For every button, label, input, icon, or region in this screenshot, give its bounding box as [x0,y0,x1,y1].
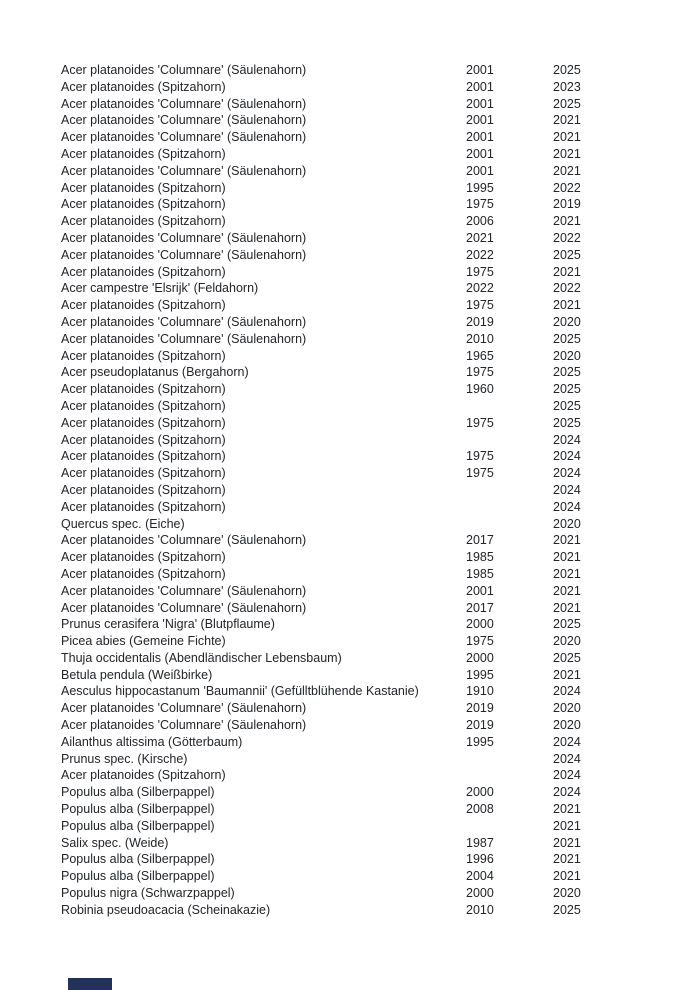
year-col-1: 1995 [466,734,494,749]
table-row [61,683,621,700]
species-name: Robinia pseudoacacia (Scheinakazie) [61,902,271,917]
table-row [61,767,621,784]
year-col-1: 2010 [466,331,494,346]
table-row [61,280,621,297]
year-col-1: 1995 [466,667,494,682]
species-name: Acer campestre 'Elsrijk' (Feldahorn) [61,281,259,296]
year-col-2: 2021 [553,146,581,161]
year-col-2: 2021 [553,835,581,850]
table-row [61,885,621,902]
year-col-2: 2025 [553,331,581,346]
year-col-2: 2021 [553,818,581,833]
table-row [61,751,621,768]
year-col-2: 2020 [553,516,581,531]
year-col-1: 1987 [466,835,494,850]
year-col-2: 2020 [553,634,581,649]
table-row [61,96,621,113]
table-row [61,146,621,163]
year-col-1: 1975 [466,449,494,464]
year-col-1: 1910 [466,684,494,699]
table-row [61,264,621,281]
year-col-1: 2001 [466,146,494,161]
year-col-2: 2024 [553,768,581,783]
table-row [61,734,621,751]
year-col-2: 2022 [553,180,581,195]
table-row [61,818,621,835]
species-name: Acer platanoides 'Columnare' (Säulenahorn) [61,331,307,346]
table-row [61,499,621,516]
year-col-2: 2021 [553,130,581,145]
year-col-1: 2022 [466,247,494,262]
table-row [61,314,621,331]
species-name: Acer platanoides (Spitzahorn) [61,466,226,481]
footer-bar [68,978,112,990]
table-row [61,398,621,415]
species-name: Ailanthus altissima (Götterbaum) [61,734,243,749]
year-col-2: 2021 [553,113,581,128]
year-col-1: 2000 [466,617,494,632]
species-name: Acer platanoides (Spitzahorn) [61,197,226,212]
year-col-2: 2021 [553,600,581,615]
year-col-1: 2001 [466,583,494,598]
year-col-1: 2008 [466,802,494,817]
table-row [61,163,621,180]
year-col-1: 1965 [466,348,494,363]
year-col-2: 2020 [553,886,581,901]
year-col-1: 2000 [466,785,494,800]
table-row [61,801,621,818]
year-col-2: 2024 [553,482,581,497]
year-col-1: 2001 [466,163,494,178]
species-name: Acer platanoides 'Columnare' (Säulenahorn) [61,130,307,145]
species-name: Quercus spec. (Eiche) [61,516,185,531]
table-row [61,364,621,381]
year-col-1: 2001 [466,113,494,128]
year-col-1: 2001 [466,79,494,94]
year-col-1: 2017 [466,533,494,548]
table-row [61,112,621,129]
table-row [61,297,621,314]
table-row [61,180,621,197]
year-col-2: 2019 [553,197,581,212]
table-row [61,230,621,247]
species-name: Prunus cerasifera 'Nigra' (Blutpflaume) [61,617,275,632]
species-name: Aesculus hippocastanum 'Baumannii' (Gefülltblühende Kastanie) [61,684,419,699]
species-name: Populus alba (Silberpappel) [61,785,215,800]
species-name: Acer platanoides 'Columnare' (Säulenahorn) [61,247,307,262]
year-col-1: 2001 [466,63,494,77]
species-name: Populus alba (Silberpappel) [61,802,215,817]
year-col-1: 2001 [466,130,494,145]
table-row [61,432,621,449]
species-name: Acer platanoides (Spitzahorn) [61,180,226,195]
year-col-2: 2022 [553,230,581,245]
species-name: Acer platanoides 'Columnare' (Säulenahorn) [61,63,307,77]
year-col-2: 2024 [553,785,581,800]
species-name: Acer platanoides 'Columnare' (Säulenahorn) [61,314,307,329]
year-col-2: 2021 [553,667,581,682]
species-name: Acer platanoides (Spitzahorn) [61,550,226,565]
year-col-2: 2021 [553,163,581,178]
species-name: Acer platanoides (Spitzahorn) [61,214,226,229]
species-name: Acer platanoides 'Columnare' (Säulenahorn) [61,718,307,733]
table-row [61,465,621,482]
species-name: Acer platanoides (Spitzahorn) [61,348,226,363]
year-col-1: 2019 [466,718,494,733]
year-col-2: 2021 [553,298,581,313]
year-col-2: 2021 [553,550,581,565]
species-name: Acer platanoides (Spitzahorn) [61,566,226,581]
year-col-1: 2004 [466,869,494,884]
year-col-2: 2025 [553,63,581,77]
table-row [61,700,621,717]
year-col-1: 1985 [466,566,494,581]
table-row [61,667,621,684]
table-row [61,348,621,365]
species-name: Thuja occidentalis (Abendländischer Lebensbaum) [61,650,342,665]
table-row [61,381,621,398]
year-col-1: 1975 [466,298,494,313]
year-col-1: 2000 [466,650,494,665]
year-col-1: 1995 [466,180,494,195]
species-name: Acer platanoides (Spitzahorn) [61,768,226,783]
species-name: Acer platanoides 'Columnare' (Säulenahorn) [61,533,307,548]
table-row [61,247,621,264]
year-col-1: 1975 [466,365,494,380]
year-col-1: 2000 [466,886,494,901]
species-name: Acer platanoides 'Columnare' (Säulenahorn) [61,96,307,111]
year-col-1: 1996 [466,852,494,867]
year-col-2: 2025 [553,365,581,380]
year-col-2: 2025 [553,382,581,397]
year-col-2: 2025 [553,415,581,430]
table-row [61,616,621,633]
table-row [61,650,621,667]
year-col-2: 2020 [553,314,581,329]
year-col-2: 2024 [553,432,581,447]
species-name: Acer platanoides (Spitzahorn) [61,146,226,161]
species-name: Acer platanoides (Spitzahorn) [61,382,226,397]
species-name: Prunus spec. (Kirsche) [61,751,188,766]
year-col-2: 2021 [553,566,581,581]
year-col-2: 2023 [553,79,581,94]
table-row [61,549,621,566]
species-name: Acer platanoides 'Columnare' (Säulenahorn) [61,113,307,128]
year-col-2: 2024 [553,499,581,514]
species-name: Acer platanoides 'Columnare' (Säulenahorn) [61,600,307,615]
year-col-1: 1985 [466,550,494,565]
species-name: Populus alba (Silberpappel) [61,818,215,833]
table-row [61,902,621,919]
year-col-2: 2021 [553,264,581,279]
species-name: Acer platanoides (Spitzahorn) [61,415,226,430]
year-col-1: 2010 [466,902,494,917]
year-col-1: 1975 [466,197,494,212]
table-row [61,516,621,533]
table-row [61,868,621,885]
table-row [61,633,621,650]
table-row [61,717,621,734]
species-name: Acer platanoides (Spitzahorn) [61,298,226,313]
year-col-1: 1975 [466,634,494,649]
species-name: Acer platanoides 'Columnare' (Säulenahorn) [61,230,307,245]
species-name: Acer platanoides (Spitzahorn) [61,432,226,447]
species-name: Populus alba (Silberpappel) [61,869,215,884]
year-col-1: 2019 [466,314,494,329]
year-col-1: 1975 [466,264,494,279]
species-name: Betula pendula (Weißbirke) [61,667,213,682]
year-col-2: 2022 [553,281,581,296]
table-row [61,482,621,499]
year-col-1: 1960 [466,382,494,397]
species-name: Acer platanoides (Spitzahorn) [61,482,226,497]
year-col-1: 2001 [466,96,494,111]
table-row [61,835,621,852]
species-name: Acer platanoides (Spitzahorn) [61,264,226,279]
year-col-2: 2021 [553,533,581,548]
year-col-1: 2017 [466,600,494,615]
table-row [61,532,621,549]
year-col-2: 2025 [553,96,581,111]
species-name: Acer platanoides 'Columnare' (Säulenahorn) [61,701,307,716]
year-col-2: 2024 [553,449,581,464]
year-col-2: 2025 [553,650,581,665]
table-row [61,62,621,79]
year-col-1: 2022 [466,281,494,296]
species-name: Salix spec. (Weide) [61,835,169,850]
year-col-1: 2006 [466,214,494,229]
year-col-2: 2021 [553,214,581,229]
year-col-2: 2021 [553,869,581,884]
year-col-2: 2021 [553,583,581,598]
species-name: Acer pseudoplatanus (Bergahorn) [61,365,249,380]
table-row [61,79,621,96]
year-col-2: 2024 [553,734,581,749]
year-col-1: 1975 [466,415,494,430]
tree-table [61,62,621,919]
year-col-2: 2025 [553,617,581,632]
year-col-2: 2020 [553,701,581,716]
table-row [61,784,621,801]
table-row [61,566,621,583]
table-row [61,851,621,868]
table-row [61,583,621,600]
species-name: Acer platanoides (Spitzahorn) [61,499,226,514]
year-col-2: 2021 [553,852,581,867]
table-row [61,196,621,213]
species-name: Acer platanoides 'Columnare' (Säulenahorn) [61,163,307,178]
species-name: Acer platanoides (Spitzahorn) [61,449,226,464]
year-col-2: 2025 [553,398,581,413]
species-name: Picea abies (Gemeine Fichte) [61,634,226,649]
year-col-1: 1975 [466,466,494,481]
table-row [61,129,621,146]
year-col-1: 2019 [466,701,494,716]
table-row [61,331,621,348]
year-col-2: 2024 [553,751,581,766]
year-col-1: 2021 [466,230,494,245]
year-col-2: 2025 [553,247,581,262]
species-name: Populus nigra (Schwarzpappel) [61,886,235,901]
year-col-2: 2021 [553,802,581,817]
year-col-2: 2020 [553,718,581,733]
year-col-2: 2020 [553,348,581,363]
year-col-2: 2024 [553,466,581,481]
table-row [61,213,621,230]
table-row [61,415,621,432]
table-row [61,600,621,617]
year-col-2: 2024 [553,684,581,699]
table-row [61,448,621,465]
species-name: Acer platanoides 'Columnare' (Säulenahorn) [61,583,307,598]
year-col-2: 2025 [553,902,581,917]
species-name: Acer platanoides (Spitzahorn) [61,398,226,413]
species-name: Acer platanoides (Spitzahorn) [61,79,226,94]
species-name: Populus alba (Silberpappel) [61,852,215,867]
